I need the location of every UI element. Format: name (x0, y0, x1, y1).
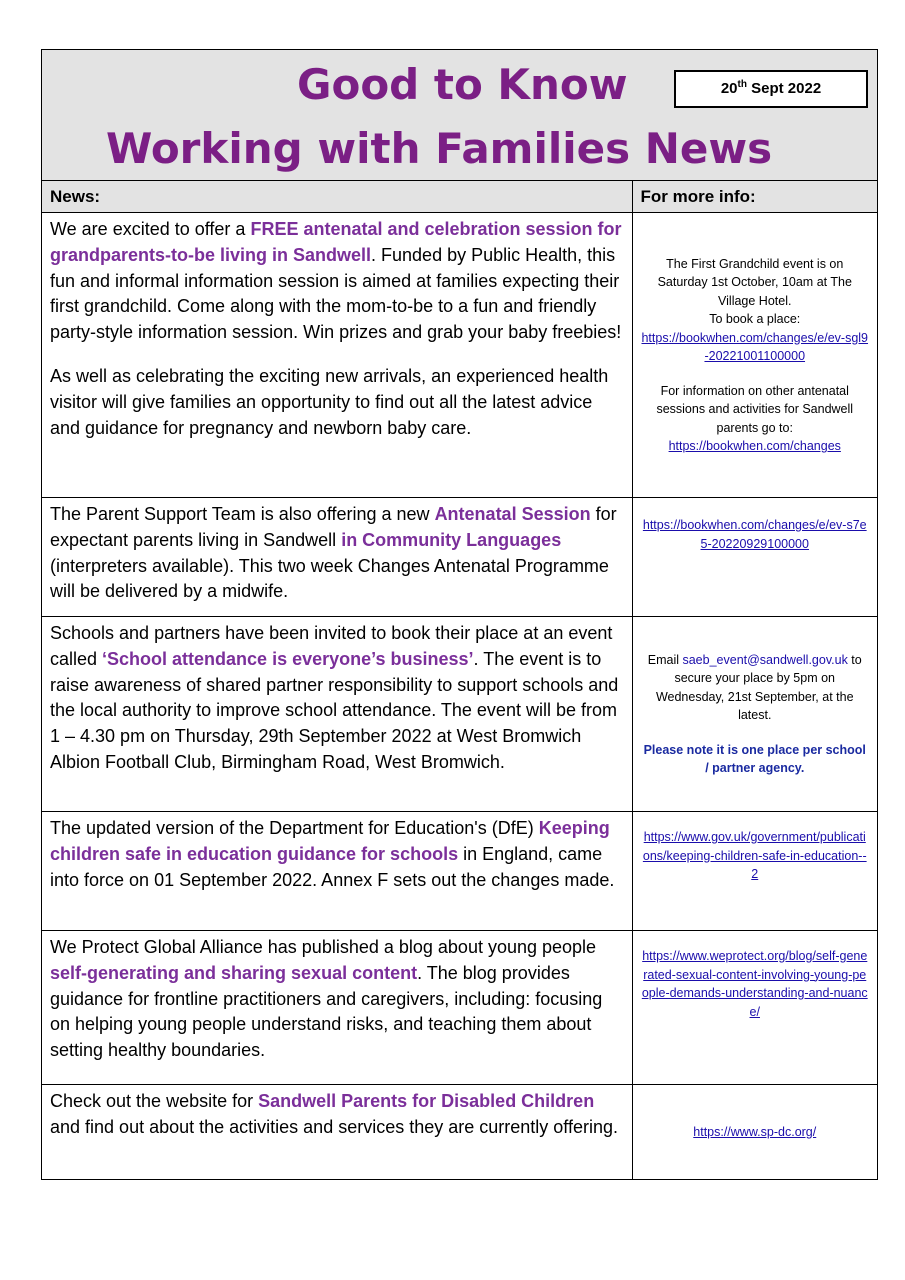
title-working-with-families-news: Working with Families News (106, 124, 773, 173)
news-text: We are excited to offer a (50, 219, 251, 239)
table-row (42, 1085, 877, 1179)
email-prefix: Email (647, 652, 683, 667)
news-text: . The blog provides guidance for frontline practitioners and caregivers, including: focusing on helping young people understand risks, and teaching them about setting healthy boundaries. (50, 962, 603, 1061)
table-header-row (42, 181, 877, 213)
title-good-to-know: Good to Know (297, 60, 628, 109)
table-row (42, 931, 877, 1085)
news-cell (42, 213, 632, 498)
table-row (42, 213, 877, 498)
news-text: Schools and partners have been invited to book their place at an event called (50, 623, 613, 669)
news-text: We Protect Global Alliance has published a blog about young people (50, 937, 597, 957)
info-cell (632, 498, 877, 617)
news-paragraph: As well as celebrating the exciting new arrivals, an experienced health visitor will give families an opportunity to find out all the latest advice and guidance for pregnancy and newborn baby care. (50, 365, 609, 438)
other-sessions-text: For information on other antenatal sessions and activities for Sandwell parents go to: (656, 383, 854, 435)
news-cell (42, 617, 632, 812)
table-row (42, 617, 877, 812)
news-text: and find out about the activities and services they are currently offering. (50, 1116, 618, 1137)
news-highlight: Antenatal Session (434, 504, 591, 524)
news-paragraph (50, 502, 626, 605)
news-highlight: ‘School attendance is everyone’s business’ (102, 648, 474, 669)
antenatal-session-link[interactable]: https://bookwhen.com/changes/e/ev-s7e5-20220929100000 (642, 518, 867, 551)
news-text: in England, came into force on 01 September 2022. Annex F sets out the changes made. (50, 843, 615, 890)
table-row (42, 498, 877, 617)
news-paragraph (50, 621, 626, 776)
table-row (42, 812, 877, 931)
email-link[interactable]: saeb_event@sandwell.gov.uk (682, 652, 848, 667)
news-cell (42, 498, 632, 617)
news-paragraph (50, 935, 626, 1064)
email-suffix: to secure your place by 5pm on Wednesday, 21st September, at the latest. (655, 652, 862, 722)
news-paragraph (50, 217, 626, 346)
newsletter-header (42, 50, 877, 181)
news-highlight: Sandwell Parents for Disabled Children (258, 1091, 595, 1111)
news-cell (42, 931, 632, 1085)
date-day: 20 (720, 80, 738, 97)
info-text (641, 382, 870, 456)
spdc-website-link[interactable]: https://www.sp-dc.org/ (693, 1124, 817, 1139)
booking-label: To book a place: (709, 312, 801, 326)
issue-date (674, 70, 868, 108)
news-text: The updated version of the Department for Education's (DfE) (50, 818, 539, 838)
news-text: (interpreters available). This two week Changes Antenatal Programme will be delivered by a midwife. (50, 555, 609, 602)
news-text: The Parent Support Team is also offering a new (50, 504, 435, 524)
column-header-news: News: (42, 181, 632, 213)
booking-link[interactable]: https://bookwhen.com/changes/e/ev-sgl9-20221001100000 (641, 330, 869, 363)
info-cell (632, 1085, 877, 1179)
news-cell (42, 812, 632, 931)
news-paragraph (50, 1089, 626, 1141)
date-rest: Sept 2022 (746, 80, 822, 97)
info-text (641, 255, 870, 366)
info-cell (632, 931, 877, 1085)
news-text: Check out the website for (50, 1091, 259, 1111)
news-highlight: FREE antenatal and celebration session for grandparents-to-be living in Sandwell (50, 219, 622, 265)
news-text: for expectant parents living in Sandwell (50, 504, 617, 550)
kcsie-guidance-link[interactable]: https://www.gov.uk/government/publications/keeping-children-safe-in-education--2 (642, 830, 867, 881)
event-details: The First Grandchild event is on Saturday 1st October, 10am at The Village Hotel. (657, 256, 852, 308)
column-header-info: For more info: (632, 181, 877, 213)
bookwhen-link[interactable]: https://bookwhen.com/changes (668, 439, 841, 453)
info-cell (632, 812, 877, 931)
newsletter-frame (41, 49, 878, 1180)
news-cell (42, 1085, 632, 1179)
info-cell (632, 213, 877, 498)
news-text: . The event is to raise awareness of shared partner responsibility to support schools and the local authority to improve school attendance. The event will be from 1 – 4.30 pm on Thursday, 29th September 2022 at West Bromwich Albion Football Club, Birmingham Road, West Bromwich. (50, 648, 619, 772)
news-paragraph (50, 816, 626, 893)
info-cell (632, 617, 877, 812)
news-highlight: self-generating and sharing sexual content (50, 962, 418, 983)
news-highlight: Keeping children safe in education guidance for schools (50, 818, 610, 864)
news-text: . Funded by Public Health, this fun and informal information session is aimed at families expecting their first grandchild. Come along with the mom-to-be to a fun and friendly party-style information session. Win prizes and grab your baby freebies! (50, 244, 622, 343)
news-highlight: in Community Languages (341, 529, 562, 550)
weprotect-blog-link[interactable]: https://www.weprotect.org/blog/self-generated-sexual-content-involving-young-people-demands-understanding-and-nuance/ (641, 949, 868, 1019)
info-text (641, 651, 870, 725)
date-suffix: th (737, 79, 747, 90)
news-table (42, 181, 877, 1179)
place-note: Please note it is one place per school / partner agency. (643, 742, 866, 775)
